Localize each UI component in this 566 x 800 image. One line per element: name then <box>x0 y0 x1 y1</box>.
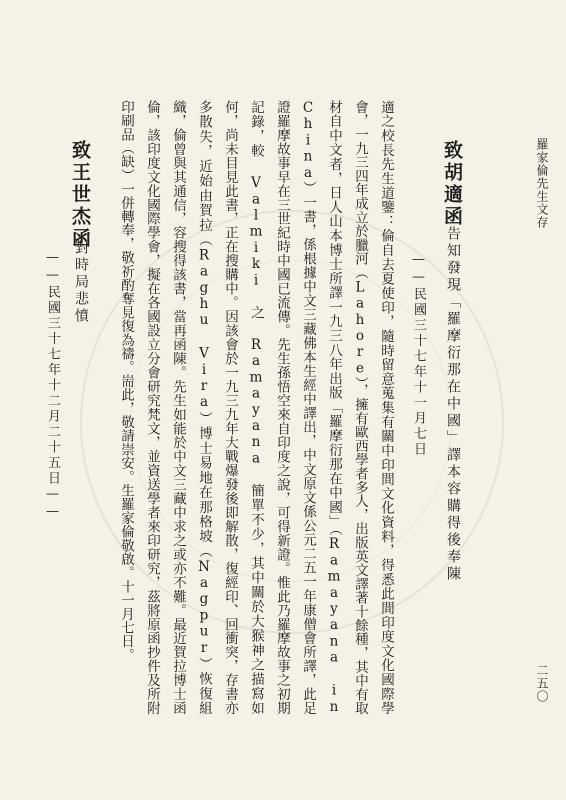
letter2-date: ——民國三十七年十二月二十五日—— <box>45 250 60 522</box>
letter1-title: 致胡適函 <box>441 140 463 228</box>
letter1-subtitle: 告知發現「羅摩衍那在中國」譯本容購得後奉陳 <box>445 226 461 583</box>
letter2-subtitle: 對時局悲憤 <box>73 240 89 325</box>
running-head: 羅家倫先生文存 <box>535 138 549 229</box>
letter2-title: 致王世杰函 <box>69 140 91 250</box>
page-number: 二五〇 <box>535 664 549 703</box>
letter1-body <box>96 100 399 715</box>
letter1-date: ——民國三十七年十一月七日 <box>411 252 426 458</box>
letter1-body-text: 適之校長先生道鑒：倫自去夏使印，隨時留意蒐集有關中印間文化資料，得悉此間印度文化國際學會，一九三四年成立於臘河（Lahore），擁有歐西學者多人，出版英文譯著十餘種，其中有取材自中文者，日人山本博士所譯一九三八年出版「羅摩衍那在中國」（Ramayana in China）一書，係根據中文三藏佛本生經中譯出，中文原文係公元二五一年康僧會所譯，此足證羅摩故事早在三世紀時中國已流傳。先生孫悟空來自印度之說，可得新證。惟此乃羅摩故事之初期記錄，較 Valmiki 之 Ramayana 簡單不少，其中關於大猴神之描寫如何，尚未目見此書，正在搜購中。因該會於一九三九年大戰爆發後即解散，復經印、回衝突，存書亦多散失，近始由賀拉（Raghu Vira）博士易地在那格坡（Nagpur）恢復組織，倫曾與其通信，容搜得該書，當再函陳。先生如能於中文三藏中求之或亦不難。最近賀拉博士函倫，該印度文化國際學會，擬在各國設立分會研究梵文，並資送學者來印研究，茲將原函抄件及所附印刷品（缺）一併轉奉，敬祈酌奪見復為禱。耑此，敬請崇安。生羅家倫敬啟。十一月七日。 <box>118 100 394 715</box>
